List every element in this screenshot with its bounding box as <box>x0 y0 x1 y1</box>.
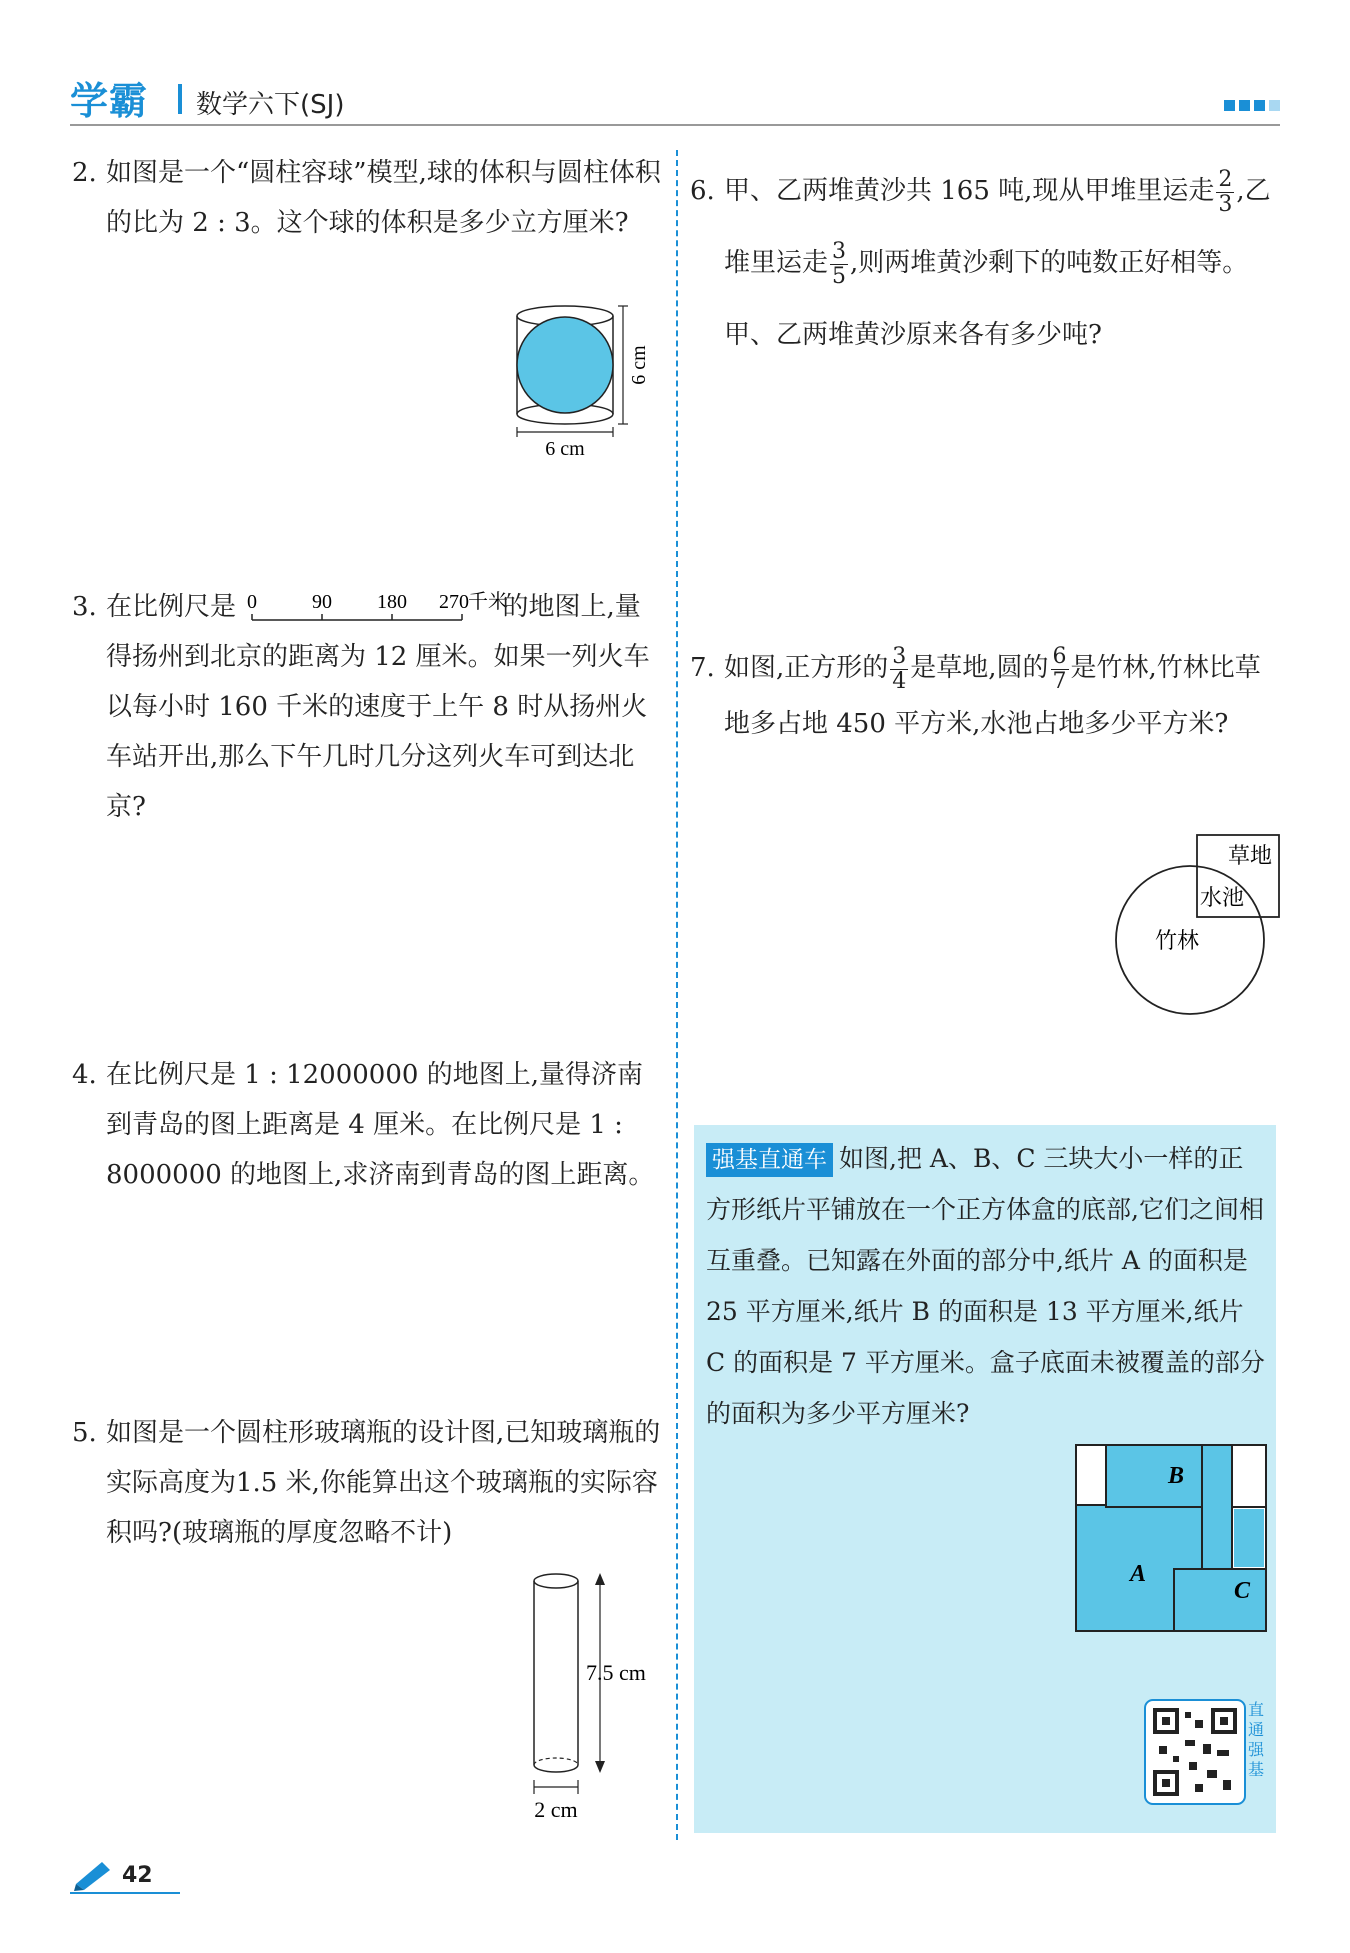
fraction-six-sevenths: $\frac{6}{7}$ <box>1052 643 1067 694</box>
pencil-icon <box>72 1858 116 1892</box>
question-number: 5. <box>72 1418 97 1448</box>
figure-width-label: 2 cm <box>534 1797 578 1822</box>
qr-code-icon[interactable] <box>1145 1700 1265 1808</box>
challenge-text-block <box>706 1133 1268 1439</box>
paper-label-c: C <box>1234 1578 1251 1604</box>
question-text-a: 在比例尺是 <box>106 592 237 622</box>
scale-tick-1: 90 <box>312 591 333 613</box>
question-text-c: ,则两堆黄沙剩下的吨数正好相等。甲、乙两堆黄沙原来各有多少吨? <box>724 248 1249 350</box>
question-text-b: ,乙堆里运走 <box>724 176 1271 278</box>
challenge-text: 如图,把 A、B、C 三块大小一样的正方形纸片平铺放在一个正方体盒的底部,它们之间相互重叠。已知露在外面的部分中,纸片 A 的面积是 25 平方厘米,纸片 B 的面积是 13 平方厘米,纸片 C 的面积是 7 平方厘米。盒子底面未被覆盖的部分的面积为多少平方厘米? <box>706 1144 1265 1428</box>
map-scale-bar <box>244 586 509 630</box>
figure-height-label: 6 cm <box>628 345 650 385</box>
question-text-a: 如图,正方形的 <box>724 653 889 683</box>
footer-rule <box>70 1892 180 1894</box>
overlapping-squares-figure <box>1074 1443 1270 1635</box>
cylinder-sphere-figure <box>505 300 665 460</box>
scale-tick-0: 0 <box>247 591 258 613</box>
question-number: 2. <box>72 158 97 188</box>
question-4 <box>72 1050 662 1200</box>
qr-caption: 直通强基 <box>1248 1700 1265 1779</box>
scale-unit: 千米 <box>468 589 509 613</box>
pond-label: 水池 <box>1200 886 1245 911</box>
question-6 <box>690 155 1280 371</box>
header-rule <box>70 124 1280 126</box>
figure-height-label: 7.5 cm <box>586 1660 646 1685</box>
logo-separator <box>178 84 182 114</box>
figure-width-label: 6 cm <box>545 438 585 460</box>
challenge-badge: 强基直通车 <box>706 1143 833 1177</box>
scale-tick-2: 180 <box>377 591 408 613</box>
book-title: 数学六下(SJ) <box>196 90 345 120</box>
question-5 <box>72 1408 662 1558</box>
scale-tick-3: 270 <box>439 591 470 613</box>
question-text: 如图是一个“圆柱容球”模型,球的体积与圆柱体积的比为 2 : 3。这个球的体积是多少立方厘米? <box>106 158 661 238</box>
brand-logo: 学霸 <box>70 79 149 123</box>
question-text-a: 甲、乙两堆黄沙共 165 吨,现从甲堆里运走 <box>724 176 1215 206</box>
question-2 <box>72 148 662 248</box>
paper-label-b: B <box>1168 1463 1185 1489</box>
paper-label-a: A <box>1130 1561 1147 1587</box>
bamboo-label: 竹林 <box>1155 929 1200 954</box>
question-text-c: 是竹林,竹林比草地多占地 450 平方米,水池占地多少平方米? <box>724 653 1261 739</box>
grass-label: 草地 <box>1228 844 1273 869</box>
grass-bamboo-figure <box>1110 830 1290 1010</box>
header-dots-icon <box>1220 96 1280 115</box>
question-text-b: 是草地,圆的 <box>910 653 1049 683</box>
page-header <box>70 70 1280 126</box>
question-number: 6. <box>690 176 715 206</box>
page-number: 42 <box>122 1863 153 1888</box>
question-text: 如图是一个圆柱形玻璃瓶的设计图,已知玻璃瓶的实际高度为1.5 米,你能算出这个玻璃瓶的实际容积吗?(玻璃瓶的厚度忽略不计) <box>106 1418 661 1548</box>
question-number: 4. <box>72 1060 97 1090</box>
question-text: 在比例尺是 1 : 12000000 的地图上,量得济南到青岛的图上距离是 4 厘米。在比例尺是 1 : 8000000 的地图上,求济南到青岛的图上距离。 <box>106 1060 655 1190</box>
question-3 <box>72 582 662 832</box>
fraction-three-fifths: $\frac{3}{5}$ <box>832 238 847 289</box>
fraction-three-quarters: $\frac{3}{4}$ <box>892 643 907 694</box>
question-7 <box>690 640 1280 752</box>
column-divider <box>676 150 678 1840</box>
fraction-two-thirds: $\frac{2}{3}$ <box>1218 166 1233 217</box>
glass-bottle-figure <box>520 1565 670 1835</box>
question-text-b: 的地图上,量得扬州到北京的距离为 12 厘米。如果一列火车以每小时 160 千米的速度于上午 8 时从扬州火车站开出,那么下午几时几分这列火车可到达北京? <box>106 592 650 822</box>
question-number: 7. <box>690 653 715 683</box>
question-number: 3. <box>72 592 97 622</box>
